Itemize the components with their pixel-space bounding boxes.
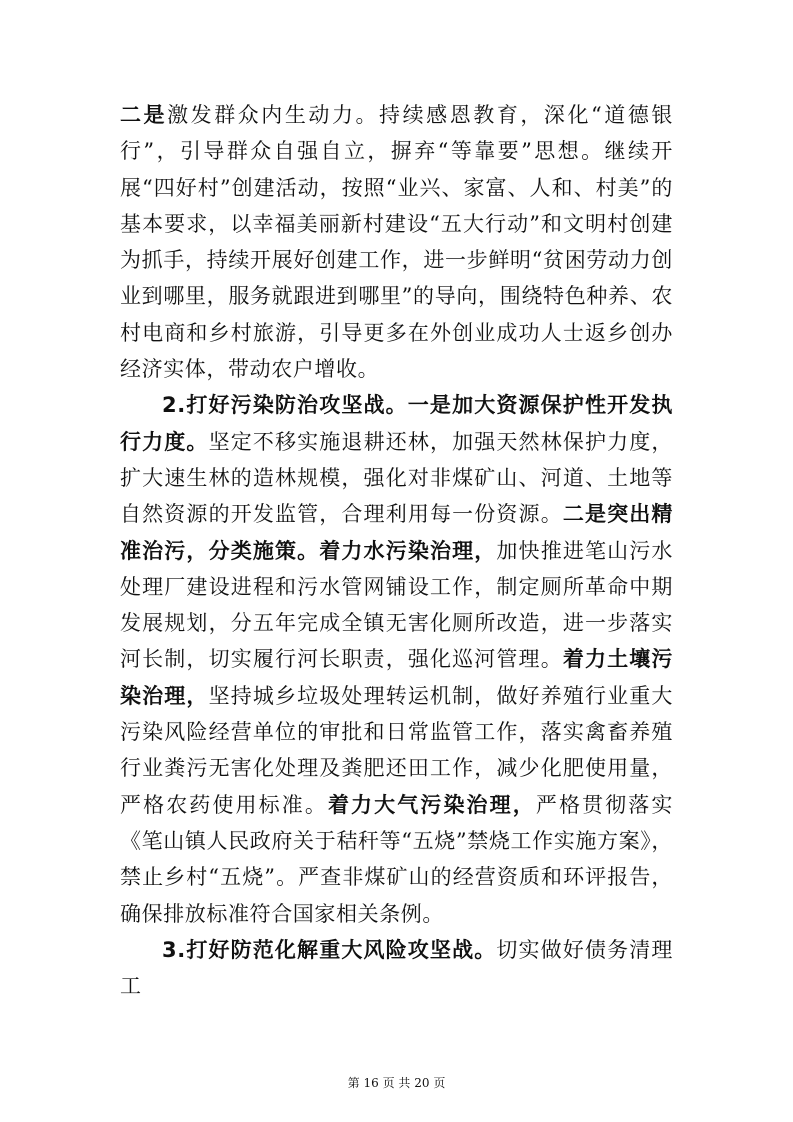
text-run: 加快推进笔山污水处理厂建设进程和污水管网铺设工作，制定厕所革命中期发展规划，分五年完成全镇无害化厕所改造，进一步落实河长制，切实履行河长职责，强化巡河管理。 (120, 538, 673, 672)
bold-run: 二是突出精准治污，分类施策。着力水污染治理， (120, 502, 674, 563)
bold-run: 着力大气污染治理， (327, 792, 536, 817)
bold-run: 3.打好防范化解重大风险攻坚战。 (162, 937, 497, 962)
bold-run: 2.打好污染防治攻坚战。一是加大资源保护性开发执行力度。 (120, 393, 673, 454)
page-number: 16 (363, 1076, 379, 1090)
page-footer (0, 1074, 793, 1091)
text-run: 切实做好债务清理工 (120, 937, 673, 999)
paragraph-3 (120, 932, 673, 1005)
text-run: 严格贯彻落实《笔山镇人民政府关于秸秆等“五烧”禁烧工作实施方案》，禁止乡村“五烧”。严查非煤矿山的经营资质和环评报告，确保排放标准符合国家相关条例。 (120, 792, 673, 926)
text-run: 坚持城乡垃圾处理转运机制，做好养殖行业重大污染风险经营单位的审批和日常监管工作，落实禽畜养殖行业粪污无害化处理及粪肥还田工作，减少化肥使用量，严格农药使用标准。 (120, 683, 673, 817)
text-run: 激发群众内生动力。持续感恩教育，深化“道德银行”，引导群众自强自立，摒弃“等靠要”思想。继续开展“四好村”创建活动，按照“业兴、家富、人和、村美”的基本要求，以幸福美丽新村建设“五大行动”和文明村创建为抓手，持续开展好创建工作，进一步鲜明“贫困劳动力创业到哪里，服务就跟进到哪里”的导向，围绕特色种养、农村电商和乡村旅游，引导更多在外创业成功人士返乡创办经济实体，带动农户增收。 (120, 103, 674, 382)
paragraph-1 (120, 97, 673, 387)
footer-prefix: 第 (347, 1076, 360, 1090)
paragraph-2 (120, 387, 673, 931)
document-body (120, 97, 673, 1004)
bold-run: 二是 (120, 103, 168, 127)
text-run: 坚定不移实施退耕还林，加强天然林保护力度，扩大速生林的造林规模，强化对非煤矿山、河道、土地等自然资源的开发监管，合理利用每一份资源。 (120, 429, 673, 527)
total-pages: 20 (414, 1076, 430, 1090)
bold-run: 着力土壤污染治理， (120, 647, 674, 708)
footer-middle: 页 共 (382, 1076, 411, 1090)
footer-suffix: 页 (433, 1076, 446, 1090)
